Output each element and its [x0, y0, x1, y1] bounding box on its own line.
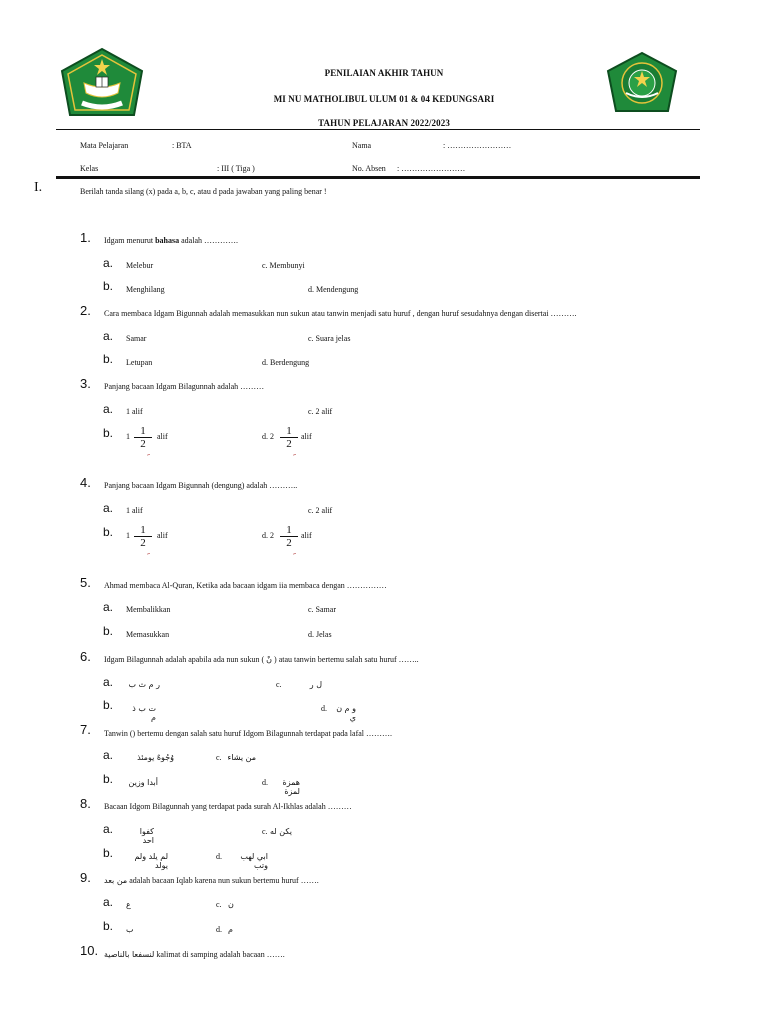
question-8-number: 8.	[80, 796, 91, 811]
option-b-label[interactable]: b.	[103, 352, 114, 366]
question-5-number: 5.	[80, 575, 91, 590]
option-d-arabic[interactable]: و م ن ي	[336, 704, 356, 722]
option-b-label[interactable]: b.	[103, 846, 114, 860]
option-a-label[interactable]: a.	[103, 822, 114, 836]
option-d-label[interactable]: d.	[321, 704, 327, 713]
option-b-arabic[interactable]: ب	[126, 925, 134, 934]
option-b-arabic[interactable]: ت ب ذ م	[132, 704, 156, 722]
option-a-arabic[interactable]: كفوا احد	[139, 827, 154, 845]
subject-value: : BTA	[172, 141, 192, 150]
class-label: Kelas	[80, 164, 99, 173]
academic-year: TAHUN PELAJARAN 2022/2023	[318, 118, 450, 128]
option-c-arabic[interactable]: من يشاء	[227, 753, 256, 762]
option-b-unit[interactable]: alif	[157, 531, 168, 540]
option-d-text[interactable]: d. Jelas	[308, 630, 332, 639]
option-c-text[interactable]: c. Membunyi	[262, 261, 305, 270]
option-c-text[interactable]: c. 2 alif	[308, 506, 333, 515]
option-d-whole[interactable]: d. 2	[262, 531, 274, 540]
name-field[interactable]: : ……………………	[443, 141, 512, 150]
option-b-label[interactable]: b.	[103, 624, 114, 638]
option-a-text[interactable]: 1 alif	[126, 506, 143, 515]
option-b-label[interactable]: b.	[103, 698, 114, 712]
option-d-text[interactable]: d. Mendengung	[308, 285, 359, 294]
option-a-label[interactable]: a.	[103, 675, 114, 689]
option-a-label[interactable]: a.	[103, 402, 114, 416]
header-rule-thick	[56, 176, 700, 179]
exam-title: PENILAIAN AKHIR TAHUN	[324, 68, 444, 78]
option-d-text[interactable]: d. Berdengung	[262, 358, 310, 367]
option-b-label[interactable]: b.	[103, 525, 114, 539]
option-a-text[interactable]: Melebur	[126, 261, 154, 270]
option-c-arabic[interactable]: ن	[228, 900, 234, 909]
option-a-label[interactable]: a.	[103, 329, 114, 343]
question-9-number: 9.	[80, 870, 91, 885]
option-b-text[interactable]: Memasukkan	[126, 630, 170, 639]
question-9-text: من بعد adalah bacaan Iqlab karena nun sukun bertemu huruf …….	[104, 876, 319, 885]
option-d-fraction: 1 2	[280, 525, 298, 548]
option-b-label[interactable]: b.	[103, 919, 114, 933]
option-a-arabic[interactable]: ر م ث ب	[128, 680, 160, 689]
option-a-arabic[interactable]: وُجُوهٌ يومئذ	[137, 753, 174, 762]
question-10-number: 10.	[80, 943, 99, 958]
option-c-label[interactable]: c.	[216, 900, 222, 909]
option-c-arabic[interactable]: ل ر	[309, 680, 322, 689]
option-b-arabic[interactable]: لم يلد ولم يولد	[134, 852, 168, 870]
question-2-number: 2.	[80, 303, 91, 318]
option-c-label[interactable]: c.	[276, 680, 282, 689]
option-a-text[interactable]: Samar	[126, 334, 147, 343]
option-a-label[interactable]: a.	[103, 895, 114, 909]
section-number: I.	[34, 180, 43, 195]
option-b-whole[interactable]: 1	[126, 531, 130, 540]
option-d-unit[interactable]: alif	[301, 531, 312, 540]
option-a-text[interactable]: Membalikkan	[126, 605, 171, 614]
question-3-number: 3.	[80, 376, 91, 391]
option-a-label[interactable]: a.	[103, 501, 114, 515]
option-c-label[interactable]: c.	[216, 753, 222, 762]
option-d-fraction: 1 2	[280, 426, 298, 449]
school-logo-left	[60, 47, 144, 117]
option-d-label[interactable]: d.	[216, 925, 222, 934]
name-label: Nama	[352, 141, 372, 150]
option-c-text[interactable]: c. 2 alif	[308, 407, 333, 416]
option-d-label[interactable]: d.	[216, 852, 222, 861]
question-10-text: لنسفعا بالناصية kalimat di samping adalah bacaan …….	[104, 950, 285, 959]
option-d-unit[interactable]: alif	[301, 432, 312, 441]
option-b-text[interactable]: Menghilang	[126, 285, 165, 294]
option-b-arabic[interactable]: أبدا وزين	[128, 778, 158, 787]
option-c-label[interactable]: c.	[262, 827, 268, 836]
option-d-arabic[interactable]: همزة لمزة	[282, 778, 300, 796]
question-2-text: Cara membaca Idgam Bigunnah adalah memasukkan nun sukun atau tanwin menjadi satu huruf , dengan huruf sesudahnya dengan disertai ……….	[104, 309, 577, 318]
question-4-number: 4.	[80, 475, 91, 490]
option-a-text[interactable]: 1 alif	[126, 407, 143, 416]
question-6-text: Idgam Bilagunnah adalah apabila ada nun sukun ( نْ ) atau tanwin bertemu salah satu huruf ……..	[104, 655, 419, 664]
option-b-fraction: 1 2	[134, 525, 152, 548]
option-a-label[interactable]: a.	[103, 748, 114, 762]
class-value: : III ( Tiga )	[217, 164, 255, 173]
question-8-text: Bacaan Idgom Bilagunnah yang terdapat pada surah Al-Ikhlas adalah ………	[104, 802, 352, 811]
question-3-text: Panjang bacaan Idgam Bilagunnah adalah ………	[104, 382, 265, 391]
question-7-text: Tanwin () bertemu dengan salah satu huruf Idgom Bilagunnah terdapat pada lafal ……….	[104, 729, 393, 738]
question-1-text: Idgam menurut bahasa adalah ………….	[104, 236, 238, 245]
option-a-label[interactable]: a.	[103, 600, 114, 614]
option-b-unit[interactable]: alif	[157, 432, 168, 441]
header-rule-thin	[56, 129, 700, 130]
absen-field[interactable]: : ……………………	[397, 164, 466, 173]
option-c-text[interactable]: c. Suara jelas	[308, 334, 351, 343]
option-d-arabic[interactable]: ابي لهب وتب	[240, 852, 268, 870]
section-instruction: Berilah tanda silang (x) pada a, b, c, atau d pada jawaban yang paling benar !	[80, 187, 327, 196]
question-7-number: 7.	[80, 722, 91, 737]
option-c-text[interactable]: c. Samar	[308, 605, 336, 614]
option-b-fraction: 1 2	[134, 426, 152, 449]
option-c-arabic[interactable]: يكن له	[269, 827, 292, 836]
question-4-text: Panjang bacaan Idgam Bigunnah (dengung) adalah ………..	[104, 481, 298, 490]
option-b-text[interactable]: Letupan	[126, 358, 153, 367]
question-5-text: Ahmad membaca Al-Quran, Ketika ada bacaan idgam iia membaca dengan ……………	[104, 581, 387, 590]
option-b-label[interactable]: b.	[103, 772, 114, 786]
question-6-number: 6.	[80, 649, 91, 664]
question-1-number: 1.	[80, 230, 91, 245]
option-a-arabic[interactable]: ع	[126, 900, 131, 909]
option-b-whole[interactable]: 1	[126, 432, 130, 441]
school-name: MI NU MATHOLIBUL ULUM 01 & 04 KEDUNGSARI	[273, 94, 495, 104]
subject-label: Mata Pelajaran	[80, 141, 129, 150]
option-b-label[interactable]: b.	[103, 426, 114, 440]
option-d-arabic[interactable]: م	[228, 925, 233, 934]
option-d-whole[interactable]: d. 2	[262, 432, 274, 441]
option-d-label[interactable]: d.	[262, 778, 268, 787]
option-a-label[interactable]: a.	[103, 256, 114, 270]
absen-label: No. Absen	[352, 164, 386, 173]
option-b-label[interactable]: b.	[103, 279, 114, 293]
